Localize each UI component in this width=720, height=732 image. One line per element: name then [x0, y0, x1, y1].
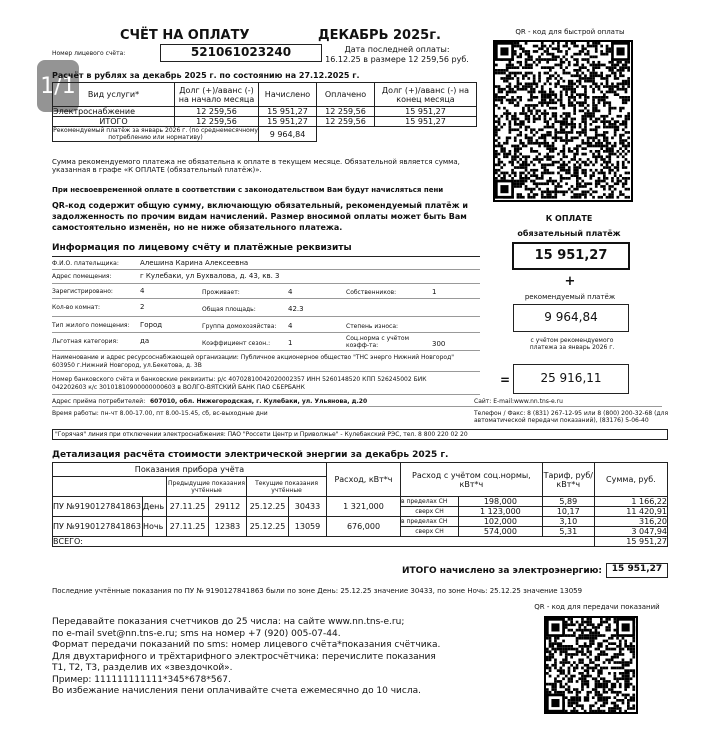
group-label: Группа домохозяйства:: [202, 323, 277, 330]
meter-zone: День: [143, 497, 167, 517]
norm-type: сверх СН: [401, 527, 459, 537]
table-row: [53, 517, 668, 527]
plus-sign: +: [564, 274, 576, 289]
mandatory-label: обязательный платёж: [517, 229, 621, 238]
detail-title: Детализация расчёта стоимости электрической энергии за декабрь 2025 г.: [52, 450, 449, 460]
tariff: 10,17: [542, 507, 594, 517]
calc-line: Расчёт в рублях за декабрь 2025 г. по состоянию на 27.12.2025 г.: [52, 71, 360, 80]
summary-cell: 12 259,56: [175, 107, 259, 117]
owners-value: 1: [432, 288, 437, 296]
norm-type: в пределах СН: [401, 517, 459, 527]
tariff: 5,89: [542, 497, 594, 507]
tariff: 5,31: [542, 527, 594, 537]
bill-period: ДЕКАБРЬ 2025г.: [318, 28, 441, 43]
table-row: [53, 117, 477, 127]
sum: 11 420,91: [594, 507, 667, 517]
season-label: Коэффициент сезон.:: [202, 340, 271, 347]
norm-consumption: 198,000: [459, 497, 543, 507]
consumption-header: Расход, кВт*ч: [327, 463, 401, 497]
site-link[interactable]: Сайт: E-mail:www.nn.tns-e.ru: [474, 398, 563, 405]
bank-line1: Номер банковского счёта и банковские реквизиты: р/с 40702810042020002357 ИНН 5260148520 КПП 526245002 БИК: [52, 376, 427, 383]
curr-reading: 13059: [289, 517, 327, 537]
footer-line: Т1, Т2, Т3, разделив их «звездочкой».: [52, 663, 233, 673]
prev-header: Предыдущие показания учтённые: [167, 477, 247, 497]
summary-cell: 15 951,27: [375, 107, 477, 117]
summary-header-accrued: Начислено: [259, 83, 317, 107]
footer-line: Во избежание начисления пени оплачивайте счета ежемесячно до 10 числа.: [52, 686, 421, 696]
registered-label: Зарегистрировано:: [52, 288, 113, 295]
qr-pattern-icon: [495, 42, 631, 200]
consumption: 676,000: [327, 517, 401, 537]
summary-cell: 12 259,56: [175, 117, 259, 127]
curr-date: 25.12.25: [247, 497, 289, 517]
curr-date: 25.12.25: [247, 517, 289, 537]
norm-consumption: 102,000: [459, 517, 543, 527]
footer-line: Формат передачи показаний по sms: номер лицевого счёта*показания счётчика.: [52, 640, 441, 650]
wear-label: Степень износа:: [346, 323, 399, 330]
last-payment-value: 16.12.25 в размере 12 259,56 руб.: [325, 55, 469, 64]
detail-table: [52, 462, 668, 547]
footer-line: Пример: 111111111111*345*678*567.: [52, 674, 231, 685]
tariff-header: Тариф, руб/кВт*ч: [542, 463, 594, 497]
group-value: 4: [288, 322, 293, 330]
qr-code-payment[interactable]: [493, 40, 633, 202]
hours: Время работы: пн-чт 8.00-17.00, пт 8.00-15.45, сб, вс-выходные дни: [52, 410, 268, 417]
grand-total-value: 15 951,27: [606, 563, 668, 578]
summary-cell: 15 951,27: [259, 107, 317, 117]
fio-label: Ф.И.О. плательщика:: [52, 260, 119, 267]
qr-pattern-icon: [546, 618, 636, 712]
tariff: 3,10: [542, 517, 594, 527]
privilege-label: Льготная категория:: [52, 338, 119, 345]
qr-label: QR - код для быстрой оплаты: [515, 28, 625, 36]
note-recommended: Сумма рекомендуемого платежа не обязательна к оплате в текущем месяце. Обязательной является сумма, указанная в графе «К ОПЛАТЕ (обязательный платёж)».: [52, 158, 460, 174]
norm-consumption: 1 123,000: [459, 507, 543, 517]
address-label: Адрес помещения:: [52, 273, 112, 280]
footer-line: Передавайте показания счетчиков до 25 числа: на сайте www.nn.tns-e.ru;: [52, 617, 405, 627]
org-line1: Наименование и адрес ресурсоснабжающей организации: Публичное акционерное общество "ТНС энерго Нижний Новгород": [52, 354, 454, 361]
consumption: 1 321,000: [327, 497, 401, 517]
owners-label: Собственников:: [346, 289, 397, 296]
norm-type: сверх СН: [401, 507, 459, 517]
total-payment-value: 25 916,11: [513, 364, 629, 394]
rooms-value: 2: [140, 303, 145, 311]
dwelling-type-label: Тип жилого помещения:: [52, 322, 130, 329]
registered-value: 4: [140, 287, 145, 295]
summary-header-debt-end: Долг (+)/аванс (-) на конец месяца: [375, 83, 477, 107]
recommended-label: Рекомендуемый платёж за январь 2026 г. (по среднемесячному потреблению или нормативу): [53, 127, 258, 141]
recommended-value: 9 964,84: [259, 127, 317, 142]
rooms-label: Кол-во комнат:: [52, 304, 100, 311]
phone: Телефон / Факс: 8 (831) 267-12-95 или 8 (800) 200-32-68 (для автоматической передачи показаний), (83176) 5-06-40: [474, 410, 669, 424]
privilege-value: да: [140, 337, 150, 345]
prev-reading: 12383: [209, 517, 247, 537]
summary-header-debt-start: Долг (+)/аванс (-) на начало месяца: [175, 83, 259, 107]
area-label: Общая площадь:: [202, 306, 256, 313]
summary-header-paid: Оплачено: [317, 83, 375, 107]
total-label: ВСЕГО:: [53, 537, 595, 547]
meter-number: ПУ №9190127841863: [53, 497, 143, 517]
summary-header-service: Вид услуги*: [53, 83, 175, 107]
account-label: Номер лицевого счёта:: [52, 50, 126, 57]
curr-reading: 30433: [289, 497, 327, 517]
prev-date: 27.11.25: [167, 497, 209, 517]
sum: 316,20: [594, 517, 667, 527]
summary-cell: 12 259,56: [317, 117, 375, 127]
norm-value: 300: [432, 340, 446, 348]
season-value: 1: [288, 339, 293, 347]
mandatory-value: 15 951,27: [512, 242, 630, 270]
living-value: 4: [288, 288, 293, 296]
summary-cell: 15 951,27: [375, 117, 477, 127]
last-readings: Последние учтённые показания по ПУ № 9190127841863 были по зоне День: 25.12.25 значение 30433, по зоне Ночь: 25.12.25 значение 13059: [52, 587, 583, 595]
sum-header: Сумма, руб.: [594, 463, 667, 497]
footer-line: Для двухтарифного и трёхтарифного электросчётчика: перечислите показания: [52, 651, 436, 662]
last-payment-label: Дата последней оплаты:: [344, 45, 450, 54]
footer-line: по e-mail svet@nn.tns-e.ru; sms на номер +7 (920) 005-07-44.: [52, 628, 341, 639]
to-pay-label: К ОПЛАТЕ: [545, 214, 593, 223]
summary-cell: Электроснабжение: [53, 107, 175, 117]
norm-header: Расход с учётом соц.нормы, кВт*ч: [401, 463, 543, 497]
total-value: 15 951,27: [594, 537, 667, 547]
dwelling-type-value: Город: [140, 321, 163, 329]
note-qr: QR-код содержит общую сумму, включающую обязательный, рекомендуемый платёж и задолженность по прочим видам начислений. Размер вносимой оплаты может быть Вам самостоятельно изменён, но не ниже обязательного платежа.: [52, 201, 468, 232]
grand-total-label: ИТОГО начислено за электроэнергию:: [401, 566, 602, 576]
sum: 1 166,22: [594, 497, 667, 507]
sum: 3 047,94: [594, 527, 667, 537]
prev-reading: 29112: [209, 497, 247, 517]
summary-table: [52, 82, 477, 142]
footer-instructions: [52, 617, 472, 698]
bank-line2: 042202603 к/с 30101810900000000603 в ВОЛГО-ВЯТСКИЙ БАНК ПАО СБЕРБАНК: [52, 384, 305, 391]
equals-sign: =: [500, 373, 511, 387]
table-row: [53, 107, 477, 117]
page-badge: 1/1: [37, 60, 79, 112]
table-row: [53, 127, 477, 142]
table-row: [53, 537, 668, 547]
summary-cell: 12 259,56: [317, 107, 375, 117]
note-penalty: При несвоевременной оплате в соответствии с законодательством Вам будут начисляться пени: [52, 186, 444, 194]
curr-header: Текущие показания учтённые: [247, 477, 327, 497]
meter-number: ПУ №9190127841863: [53, 517, 143, 537]
living-label: Проживает:: [202, 289, 240, 296]
qr-code-readings[interactable]: [544, 616, 638, 714]
table-row: [53, 497, 668, 507]
area-value: 42.3: [288, 305, 304, 313]
info-section-title: Информация по лицевому счёту и платёжные реквизиты: [52, 243, 352, 253]
reception-label: Адрес приёма потребителей:: [52, 398, 146, 405]
recommended-payment-value: 9 964,84: [513, 304, 629, 332]
recommended-payment-label: рекомендуемый платёж: [524, 293, 616, 301]
fio-value: Алешина Карина Алексеевна: [140, 259, 249, 267]
prev-date: 27.11.25: [167, 517, 209, 537]
summary-cell: 15 951,27: [259, 117, 317, 127]
org-line2: 603950 г.Нижний Новгород, ул.Бекетова, д. 3В: [52, 362, 202, 369]
address-value: г Кулебаки, ул Бухвалова, д. 43, кв. 3: [140, 272, 280, 280]
qr2-label: QR - код для передачи показаний: [534, 603, 660, 611]
meter-zone: Ночь: [143, 517, 167, 537]
norm-consumption: 574,000: [459, 527, 543, 537]
hotline: "Горячая" линия при отключении электроснабжения: ПАО "Россети Центр и Приволжье" - Кулебакский РЭС, тел. 8 800 220 02 20: [52, 429, 668, 440]
norm-label: Соц.норма с учётом коэфф-та:: [346, 335, 410, 349]
bill-title: СЧЁТ НА ОПЛАТУ: [120, 28, 250, 43]
total-payment-label: с учётом рекомендуемого платежа за январь 2026 г.: [529, 337, 615, 351]
norm-type: в пределах СН: [401, 497, 459, 507]
account-number: 521061023240: [160, 44, 322, 62]
reception-value: 607010, обл. Нижегородская, г. Кулебаки, ул. Ульянова, д.20: [150, 398, 368, 405]
summary-cell: ИТОГО: [53, 117, 175, 127]
meter-header: Показания прибора учёта: [53, 463, 327, 477]
